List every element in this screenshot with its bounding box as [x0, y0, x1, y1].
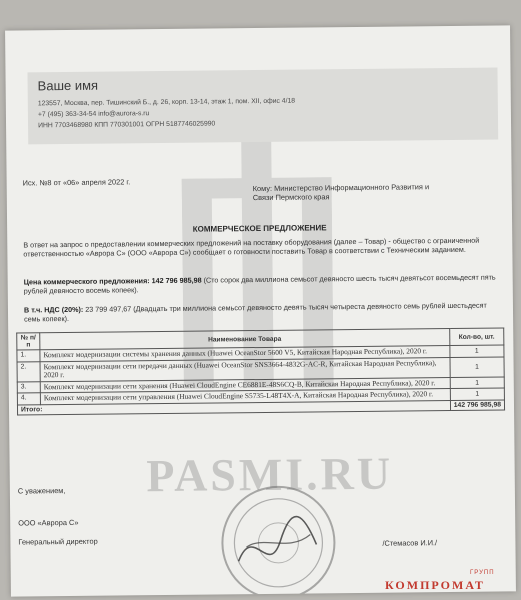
- items-table: [16, 327, 505, 415]
- total-value: 142 796 985,98: [450, 400, 504, 411]
- document-heading: КОММЕРЧЕСКОЕ ПРЕДЛОЖЕНИЕ: [192, 223, 327, 234]
- vat-paragraph: [24, 300, 504, 323]
- brand-suffix: ГРУПП: [470, 570, 495, 576]
- company-name: ООО «Аврора С»: [18, 517, 79, 528]
- header-name: Наименование Товара: [40, 329, 450, 350]
- letterhead-requisites: ИНН 7703468980 КПП 770301001 ОГРН 5187746025990: [38, 120, 216, 130]
- vat-label: В т.ч. НДС (20%):: [23, 304, 84, 315]
- row-number: 2.: [17, 361, 40, 381]
- closing-text: С уважением,: [17, 486, 66, 496]
- vat-words: 23 799 497,67 (Двадцать три миллиона семьсот девяносто девять тысяч четыреста девяносто семь рублей шестьдесят семь копеек).: [24, 300, 487, 324]
- row-number: 1.: [17, 350, 40, 362]
- letterhead-address: 123557, Москва, пер. Тишинский Б., д. 26, корп. 13-14, этаж 1, пом. XII, офис 4/18: [37, 97, 296, 108]
- intro-paragraph: В ответ на запрос о предоставлении коммерческих предложений на поставку оборудования (далее – Товар) - общество с ограниченной ответственностью «Аврора С» (ООО «Аврора С») сообщает о готовности поставить Товар в соответствии с Техническим заданием.: [23, 235, 480, 259]
- row-number: 3.: [17, 382, 40, 394]
- watermark-text: PASMI.RU: [146, 447, 394, 502]
- letterhead-contacts: +7 (495) 363-34-54 info@aurora-s.ru: [37, 110, 150, 119]
- header-qty: Кол-во, шт.: [449, 328, 503, 346]
- total-label: Итого:: [17, 400, 450, 415]
- row-qty: 1: [450, 377, 504, 389]
- outgoing-number: Исх. №8 от «06» апреля 2022 г.: [22, 177, 131, 188]
- director-position: Генеральный директор: [18, 536, 98, 547]
- price-paragraph: [24, 272, 504, 295]
- recipient-line-2: Связи Пермского края: [252, 192, 330, 203]
- row-qty: 1: [450, 357, 504, 378]
- row-number: 4.: [17, 393, 40, 405]
- brand-logo-text: КОМПРОМАТ: [385, 578, 485, 592]
- row-name: Комплект модернизации сети передачи данных (Huawei OceanStor SNS3664-4832G-AC-R, Китайская Народная Республика), 2020 г.: [40, 357, 450, 381]
- header-number: № п/п: [17, 333, 40, 350]
- document-page: [5, 25, 516, 596]
- letterhead-name: Ваше имя: [37, 77, 99, 94]
- recipient-line-1: Кому: Министерство Информационного Развития и: [252, 182, 430, 194]
- letterhead: [27, 68, 498, 145]
- row-name: Комплект модернизации сети управления (Huawei CloudEngine S5735-L48T4X-A, Китайская Народная Республика), 2020 г.: [40, 389, 450, 405]
- price-label: Цена коммерческого предложения: 142 796 985,98: [23, 275, 202, 287]
- price-words: (Сто сорок два миллиона семьсот девяносто шесть тысяч девятьсот восемьдесят пять рублей девяносто восемь копеек).: [23, 272, 496, 296]
- row-qty: 1: [450, 345, 504, 357]
- row-qty: 1: [450, 388, 504, 400]
- row-name: Комплект модернизации системы хранения данных (Huawei OceanStor 5600 V5, Китайская Народная Республика), 2020 г.: [40, 346, 450, 362]
- signatory-name: /Стемасов И.И./: [382, 538, 438, 548]
- round-stamp-icon: [218, 482, 339, 596]
- row-name: Комплект модернизации сети хранения (Huawei CloudEngine CE6881E-48S6CQ-B, Китайская Народная Республика), 2020 г.: [40, 377, 450, 393]
